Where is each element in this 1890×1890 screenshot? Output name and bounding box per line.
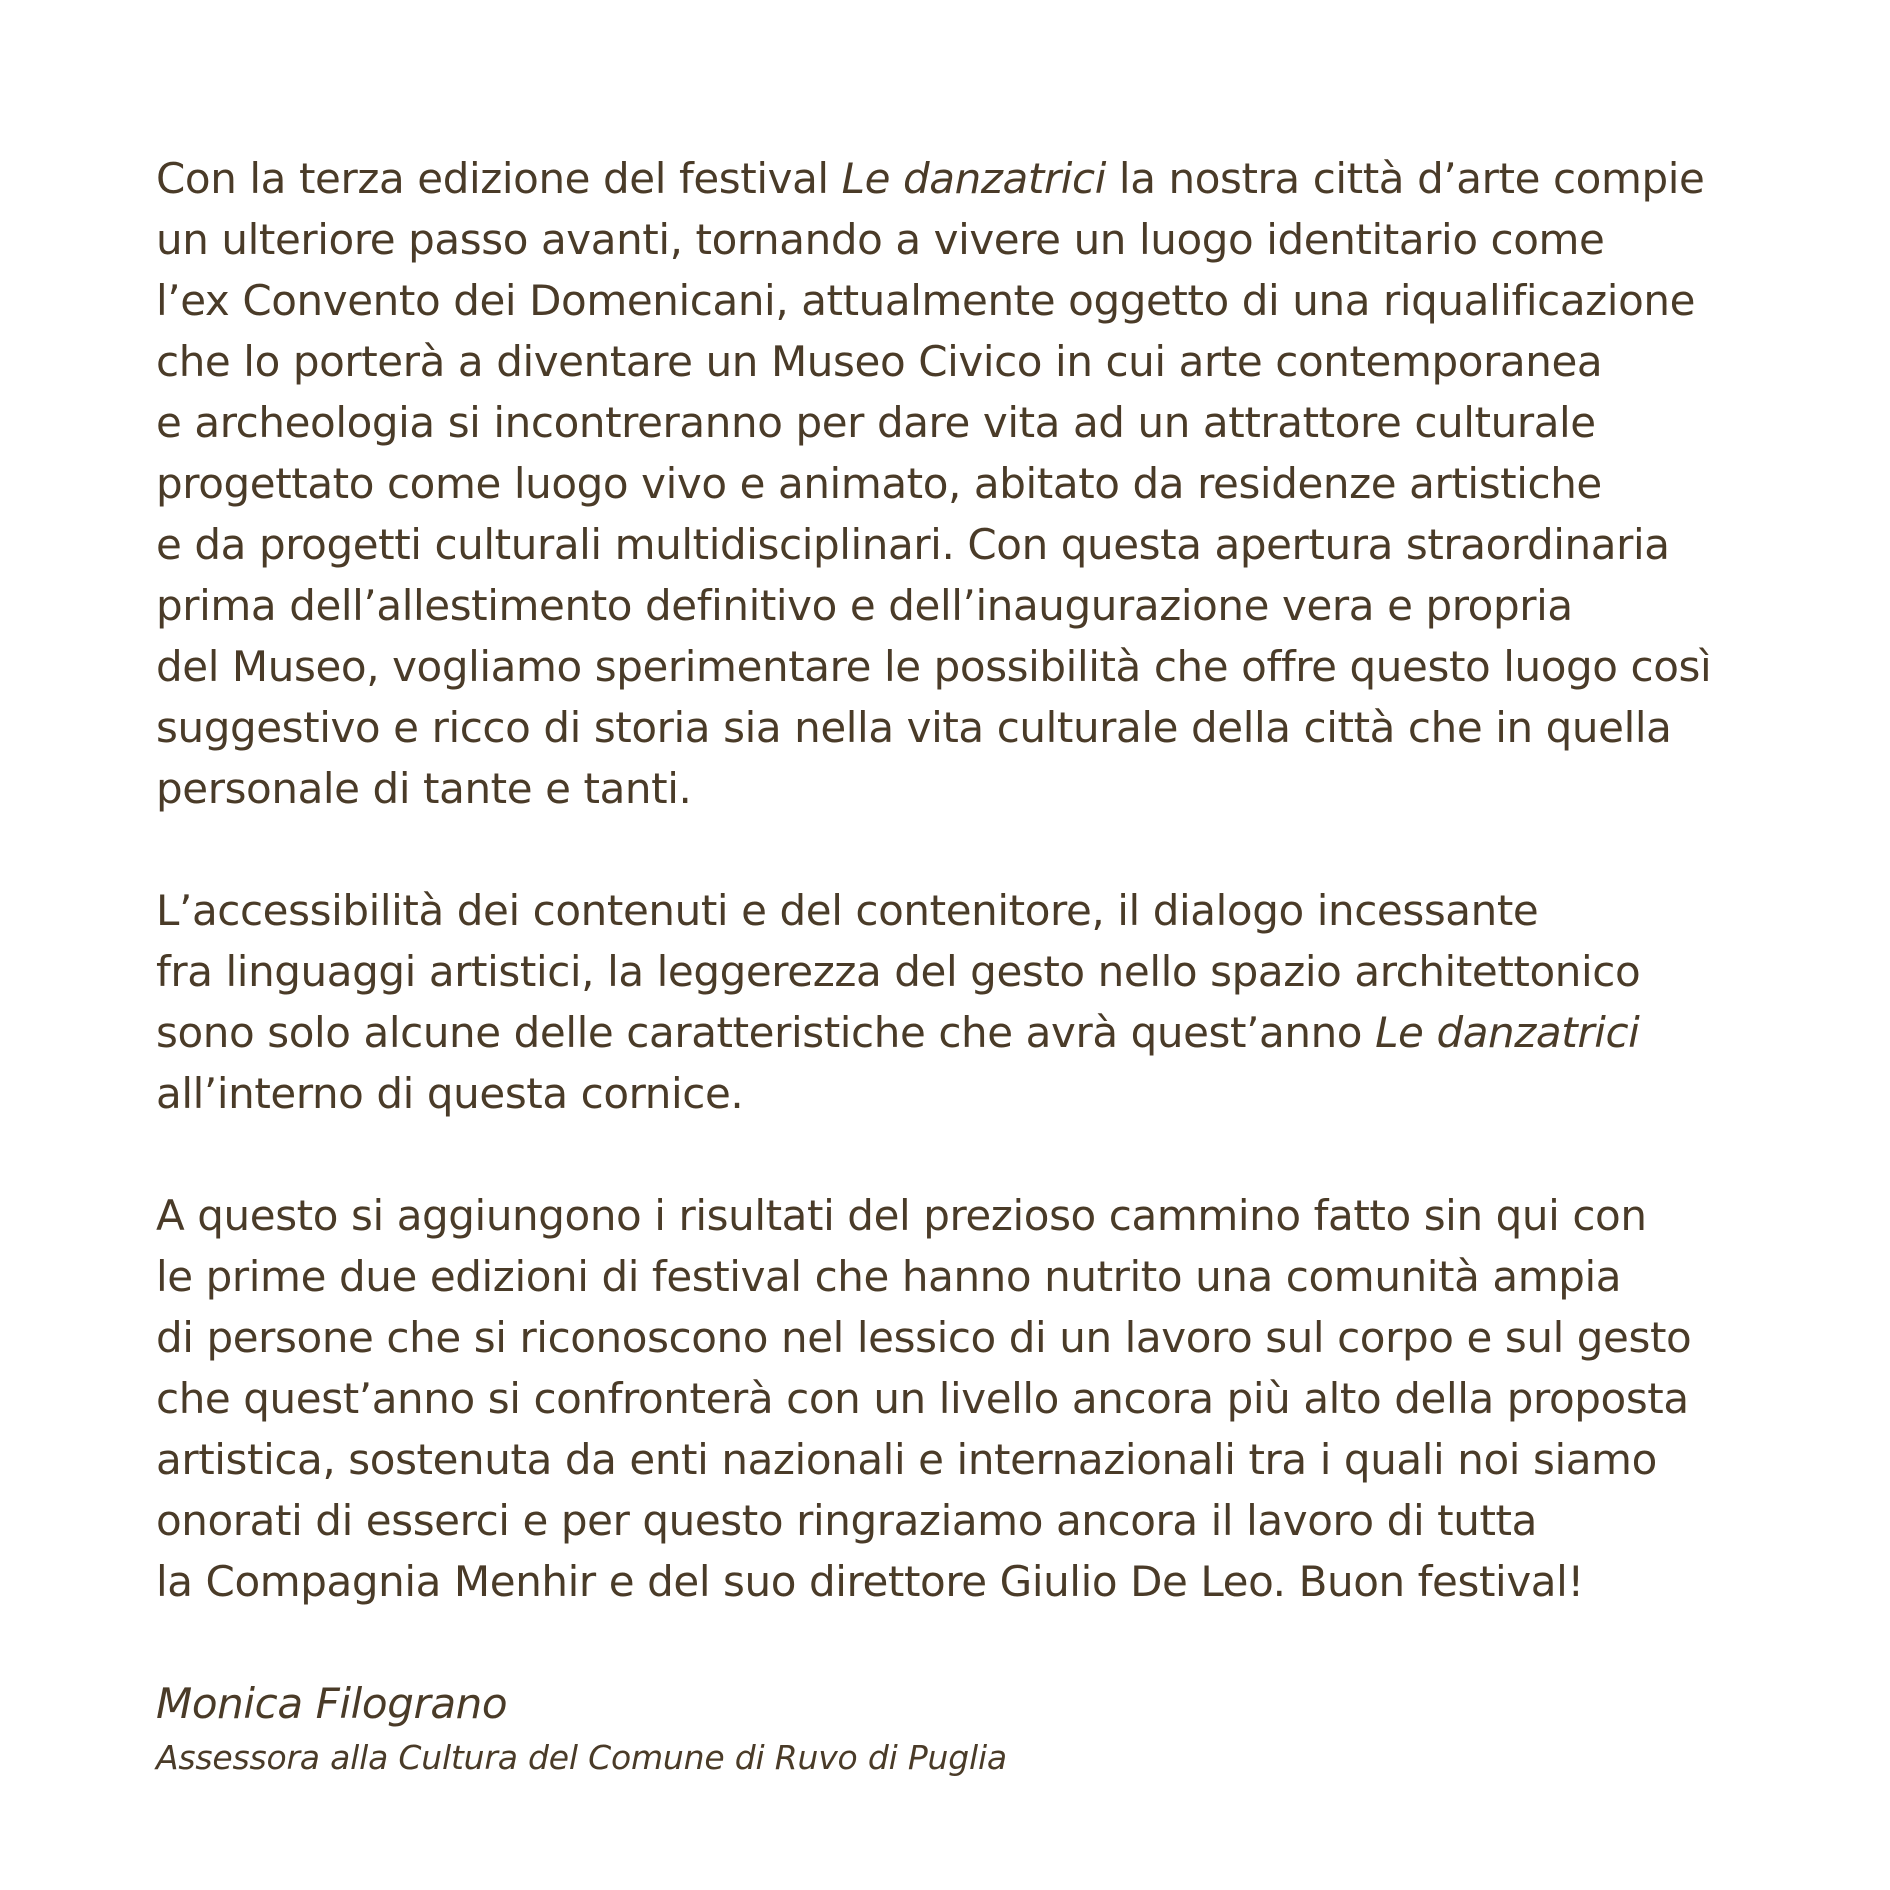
text-line: personale di tante e tanti. <box>156 764 692 813</box>
text-line: e archeologia si incontreranno per dare vita ad un attrattore culturale <box>156 398 1596 447</box>
text-line: che lo porterà a diventare un Museo Civico in cui arte contemporanea <box>156 337 1603 386</box>
text-line: fra linguaggi artistici, la leggerezza del gesto nello spazio architettonico <box>156 947 1641 996</box>
text-line: del Museo, vogliamo sperimentare le possibilità che offre questo luogo così <box>156 642 1712 691</box>
text-line: e da progetti culturali multidisciplinari. Con questa apertura straordinaria <box>156 520 1670 569</box>
text-line: che quest’anno si confronterà con un livello ancora più alto della proposta <box>156 1374 1689 1423</box>
text-line: A questo si aggiungono i risultati del prezioso cammino fatto sin qui con <box>156 1191 1647 1240</box>
signatory-name: Monica Filograno <box>156 1679 508 1728</box>
text-line: la Compagnia Menhir e del suo direttore Giulio De Leo. Buon festival! <box>156 1557 1584 1606</box>
text-line: onorati di esserci e per questo ringraziamo ancora il lavoro di tutta <box>156 1496 1537 1545</box>
text-line: le prime due edizioni di festival che hanno nutrito una comunità ampia <box>156 1252 1622 1301</box>
paragraph-2 <box>156 880 1776 1124</box>
text-line: di persone che si riconoscono nel lessico di un lavoro sul corpo e sul gesto <box>156 1313 1692 1362</box>
paragraph-3 <box>156 1185 1776 1612</box>
text-line: artistica, sostenuta da enti nazionali e internazionali tra i quali noi siamo <box>156 1435 1657 1484</box>
signatory-role: Assessora alla Cultura del Comune di Ruvo di Puglia <box>156 1738 1007 1777</box>
signature-block <box>156 1673 1776 1782</box>
text-line: Con la terza edizione del festival Le danzatrici la nostra città d’arte compie <box>156 154 1705 203</box>
text-line: all’interno di questa cornice. <box>156 1069 744 1118</box>
text-line: prima dell’allestimento definitivo e dell’inaugurazione vera e propria <box>156 581 1573 630</box>
festival-title: Le danzatrici <box>1375 1008 1640 1057</box>
festival-title: Le danzatrici <box>841 154 1106 203</box>
text-line: suggestivo e ricco di storia sia nella vita culturale della città che in quella <box>156 703 1672 752</box>
text-line: sono solo alcune delle caratteristiche che avrà quest’anno Le danzatrici <box>156 1008 1640 1057</box>
paragraph-1 <box>156 148 1776 819</box>
text-line: progettato come luogo vivo e animato, abitato da residenze artistiche <box>156 459 1602 508</box>
text-line: l’ex Convento dei Domenicani, attualmente oggetto di una riqualificazione <box>156 276 1696 325</box>
letter <box>156 148 1776 1782</box>
text-line: un ulteriore passo avanti, tornando a vivere un luogo identitario come <box>156 215 1605 264</box>
text-line: L’accessibilità dei contenuti e del contenitore, il dialogo incessante <box>156 886 1539 935</box>
